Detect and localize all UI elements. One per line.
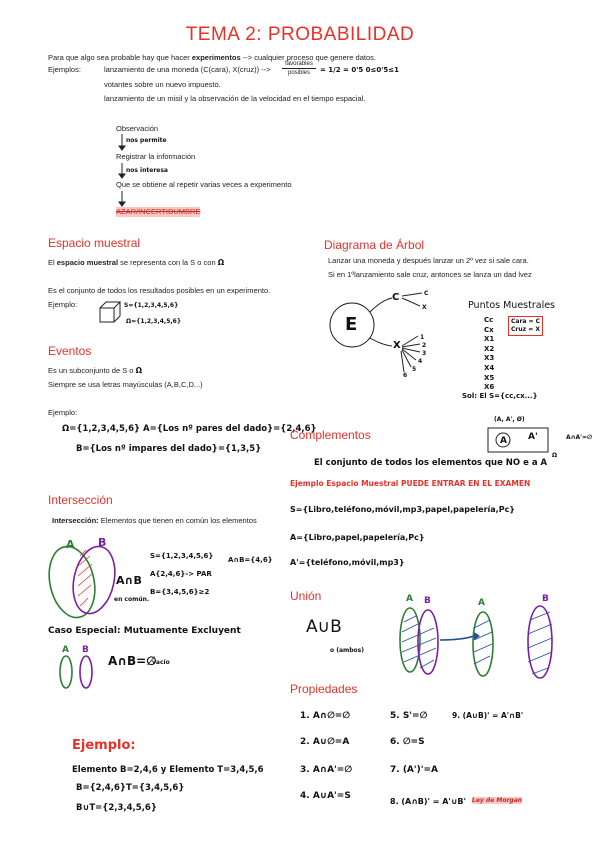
tree-branch-x: X: [393, 340, 401, 351]
punto-cc: Cc: [484, 316, 494, 324]
prop-1: 1. A∩∅=∅: [300, 711, 351, 721]
punto-x5: X5: [484, 373, 495, 382]
union-label-b2: B: [542, 594, 549, 604]
flow-result: AZAR/INCERTIDUMBRE: [116, 207, 201, 216]
flow-note2: nos interesa: [126, 167, 168, 174]
puntos-muestrales: Puntos Muestrales: [468, 300, 556, 311]
punto-x6: X6: [484, 383, 495, 392]
prop-6: 6. ∅=S: [390, 737, 425, 747]
ejemplo-moneda: lanzamiento de una moneda (C(cara), X(cruz)) -->: [104, 65, 271, 74]
eventos-def2: Siempre se usa letras mayúsculas (A,B,C,D...): [48, 380, 203, 389]
complement-box: [488, 428, 548, 452]
prop-3: 3. A∩A'=∅: [300, 765, 353, 775]
section-diagrama-arbol: Diagrama de Árbol: [324, 238, 425, 252]
comp-def: El conjunto de todos los elementos que NO e a A: [314, 458, 548, 468]
eventos-text: Es un subconjunto de S o: [48, 366, 134, 375]
page-title: TEMA 2: PROBABILIDAD: [185, 24, 415, 45]
tree-leaf-4: 4: [418, 358, 423, 365]
union-diagram: [400, 606, 552, 678]
punto-x3: X3: [484, 354, 495, 363]
espacio-text-rest: se representa con la S o con: [120, 258, 216, 267]
disjoint-b: [80, 656, 92, 688]
union-label-a2: A: [478, 598, 485, 608]
int-a-set: A{2,4,6}-> PAR: [150, 570, 212, 578]
ejemplos-label: Ejemplos:: [48, 65, 81, 74]
flow-arrowhead-2: [119, 174, 125, 178]
comp-ap-set: A'={teléfono,móvil,mp3}: [290, 558, 405, 567]
eventos-hw2: B={Los nº impares del dado}={1,3,5}: [76, 444, 262, 454]
section-union: Unión: [290, 589, 322, 603]
omega-symbol-2: Ω: [135, 366, 142, 375]
union-aub: A∪B: [306, 617, 342, 637]
punto-x4: X4: [484, 363, 495, 372]
caso-vacio: vacío: [152, 659, 170, 666]
eventos-ejemplo: Ejemplo:: [48, 408, 78, 417]
tree-branch-c: C: [392, 292, 400, 303]
punto-x1: X1: [484, 335, 495, 344]
ejemplo-union: B∪T={2,3,4,5,6}: [76, 803, 157, 813]
ejemplo-b-set: B={2,4,6}: [76, 783, 126, 793]
tree-leaf-5: 5: [412, 366, 417, 373]
tree-edge-cx: [402, 298, 420, 306]
flow-repetir: Que se obtiene al repetir varias veces a experimento: [116, 180, 292, 189]
espacio-ejemplo: Ejemplo:: [48, 300, 78, 309]
union-b1: [418, 610, 438, 674]
diagrama-line2: Si en 1ºlanzamiento sale cruz, antonces se lanza un dad lvez: [328, 270, 532, 279]
section-propiedades: Propiedades: [290, 682, 358, 696]
espacio-text: El: [48, 258, 55, 267]
comp-box-top: (A, A', Ø): [494, 416, 525, 423]
interseccion-text: Elementos que tienen en común los elementos: [100, 516, 257, 525]
ejemplo-t-set: T={3,4,5,6}: [126, 783, 185, 793]
frac-den: posibles: [287, 70, 310, 76]
omega-symbol: Ω: [217, 258, 225, 267]
tree-edge-cc: [402, 293, 422, 296]
int-s-set: S={1,2,3,4,5,6}: [150, 552, 214, 560]
int-b-set: B={3,4,5,6}≥2: [150, 588, 210, 596]
section-eventos: Eventos: [48, 344, 92, 358]
section-espacio-muestral: Espacio muestral: [48, 236, 141, 250]
comp-side: A∩A'=∅: [566, 434, 593, 441]
union-a1: [400, 608, 420, 672]
prop-5: 5. S'=∅: [390, 711, 428, 721]
tree-edge-x: [370, 338, 392, 346]
tree-leaf-c: C: [424, 290, 429, 297]
union-label-b: B: [424, 596, 431, 606]
tree-edge-c: [370, 298, 392, 312]
venn-intersection: [43, 542, 121, 622]
tree-leaf-x: X: [422, 304, 427, 311]
caso-anb-vacio: A∩B=∅: [108, 654, 157, 668]
section-complementos: Complementos: [290, 428, 371, 442]
venn-disjoint: [60, 656, 92, 688]
tree-leaf-2: 2: [422, 342, 427, 349]
flow-note1: nos permite: [126, 137, 167, 144]
die-icon: [100, 302, 120, 322]
caso-label-b: B: [82, 645, 89, 655]
venn-ellipse-a: [43, 542, 101, 622]
comp-a-prime: A': [528, 432, 538, 442]
tree-leaf-6: 6: [403, 372, 408, 379]
comp-a-set: A={Libro,papel,papelería,Pc}: [290, 533, 425, 542]
tree-diagram: [330, 293, 425, 372]
tree-root: E: [345, 314, 358, 335]
box-cara: Cara = C: [511, 318, 541, 325]
prop-2: 2. A∪∅=A: [300, 737, 350, 747]
comp-circle-a: A: [500, 436, 507, 446]
comp-omega: Ω: [552, 452, 558, 459]
disjoint-a: [60, 656, 72, 688]
prop-morgan: Ley de Morgan: [472, 797, 523, 804]
espacio-keyword: espacio muestral: [56, 258, 119, 267]
ejemplo-votantes: votantes sobre un nuevo impuesto.: [104, 80, 221, 89]
prop-7: 7. (A')'=A: [390, 765, 439, 775]
flow-arrows: [119, 134, 125, 206]
union-ambos: o (ambos): [330, 647, 364, 654]
flow-registrar: Registrar la información: [116, 152, 196, 161]
ejemplo-heading: Ejemplo:: [72, 738, 136, 753]
tree-root-circle: [330, 303, 374, 347]
diagrama-line1: Lanzar una moneda y después lanzar un 2º vez si sale cara.: [328, 256, 529, 265]
punto-cx: Cx: [484, 325, 494, 334]
venn-label-b: B: [98, 536, 107, 549]
venn-label-a: A: [66, 538, 75, 551]
flow-observacion: Observación: [116, 124, 159, 133]
union-label-a: A: [406, 594, 413, 604]
diagrama-sol: Sol: El S={cc,cx...}: [462, 392, 538, 400]
tree-leaf-3: 3: [422, 350, 427, 357]
espacio-omega-set: Ω={1,2,3,4,5,6}: [126, 318, 182, 325]
box-cruz: Cruz = X: [511, 326, 540, 333]
complement-circle: [496, 433, 510, 447]
comp-s-set: S={Libro,teléfono,móvil,mp3,papel,papelería,Pc}: [290, 505, 515, 514]
tree-leaf-1: 1: [420, 334, 425, 341]
intro-text-rest: --> cualquier proceso que genere datos.: [242, 53, 376, 62]
ejemplo-misil: lanzamiento de un misil y la observación de la velocidad en el tiempo espacial.: [104, 94, 366, 103]
flow-arrowhead-1: [119, 146, 125, 150]
prop-4: 4. A∪A'=S: [300, 791, 351, 801]
intro-keyword: experimentos: [191, 53, 241, 62]
flow-arrowhead-3: [119, 202, 125, 206]
union-b2: [528, 606, 552, 678]
ejemplo-line1: Elemento B=2,4,6 y Elemento T=3,4,5,6: [72, 765, 264, 775]
venn-en-comun: en común.: [114, 596, 150, 603]
frac-result: = 1/2 = 0'5 0≤0'5≤1: [320, 66, 400, 74]
punto-x2: X2: [484, 344, 495, 353]
prop-9: 9. (A∪B)' = A'∩B': [452, 711, 524, 720]
caso-label-a: A: [62, 645, 69, 655]
interseccion-keyword: Intersección:: [52, 516, 99, 525]
espacio-def2: Es el conjunto de todos los resultados posibles en un experimento.: [48, 286, 271, 295]
intro-text: Para que algo sea probable hay que hacer: [48, 53, 190, 62]
eventos-hw1: Ω={1,2,3,4,5,6} A={Los nº pares del dado}={2,4,6}: [62, 424, 317, 434]
caso-especial: Caso Especial: Mutuamente Excluyent: [48, 626, 241, 636]
union-a2: [473, 612, 493, 676]
venn-anb: A∩B: [116, 574, 142, 587]
union-arrow: [440, 636, 474, 640]
frac-num: favorables: [282, 61, 316, 69]
int-anb-set: A∩B={4,6}: [228, 556, 273, 564]
prop-8: 8. (A∩B)' = A'∪B': [390, 797, 466, 806]
complement-diagram: [488, 428, 548, 452]
section-interseccion: Intersección: [48, 493, 113, 507]
comp-ejemplo: Ejemplo Espacio Muestral PUEDE ENTRAR EN EL EXAMEN: [290, 479, 531, 488]
espacio-s-set: S={1,2,3,4,5,6}: [124, 302, 179, 309]
